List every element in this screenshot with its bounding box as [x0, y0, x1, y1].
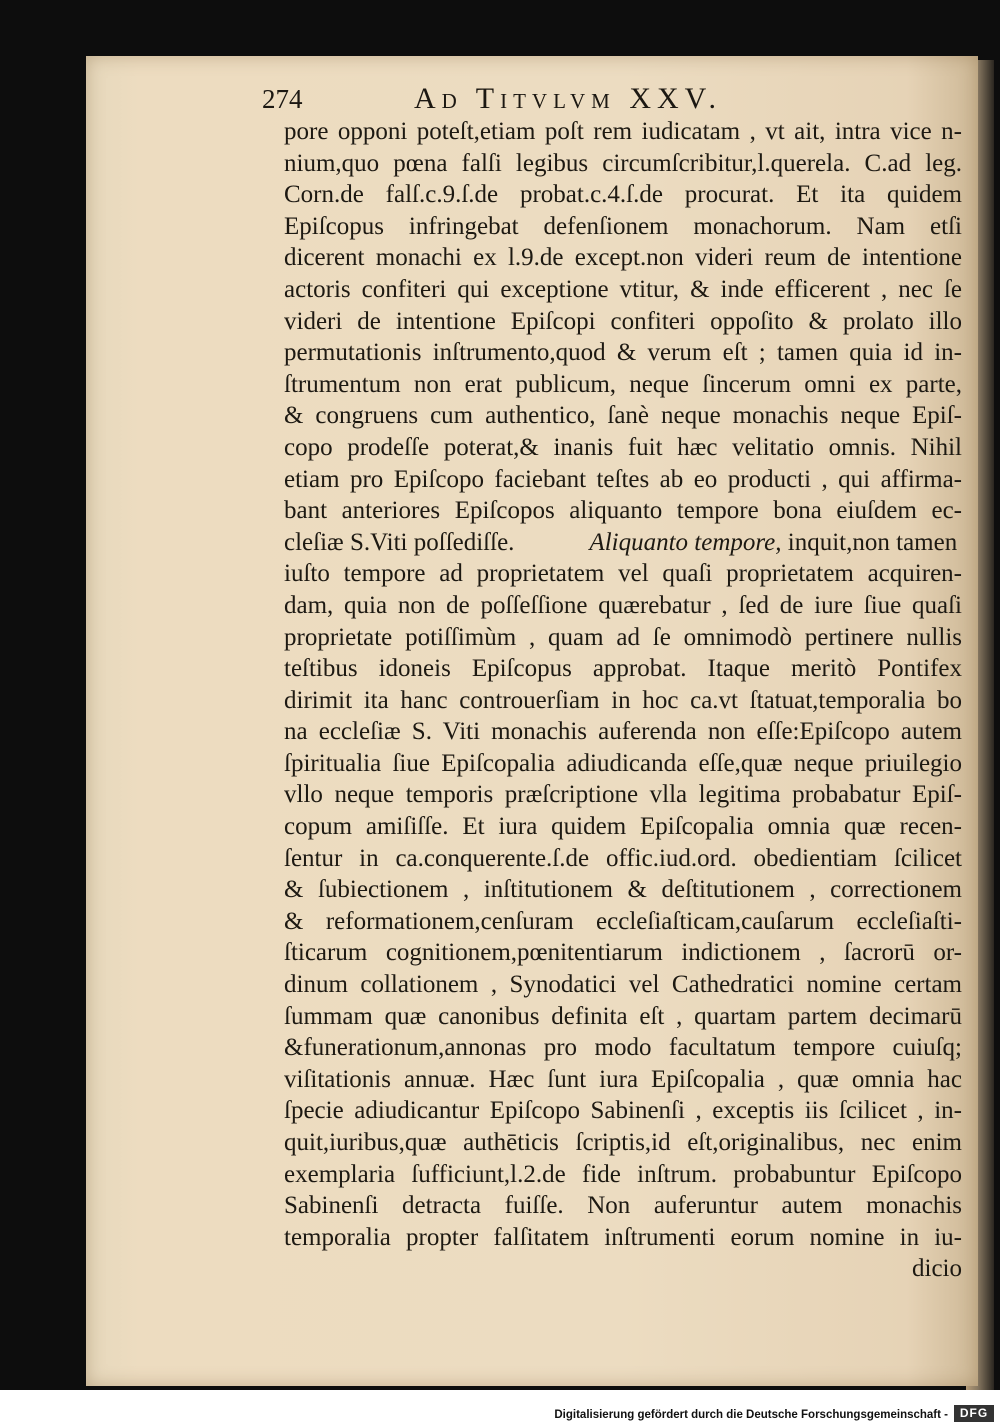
- text-line: & ſubiectionem , inſtitutionem & deſtitutionem , correctionem: [284, 876, 962, 904]
- text-line: ſummam quæ canonibus definita eſt , quartam partem decimarū: [284, 1002, 962, 1030]
- text-line: dam, quia non de poſſeſſione quærebatur , ſed de iure ſiue quaſi: [284, 591, 962, 619]
- text-line: dicerent monachi ex l.9.de except.non videri reum de intentione: [284, 244, 962, 272]
- text-line: proprietate potiſſimùm , quam ad ſe omnimodò pertinere nullis: [284, 623, 962, 651]
- text-line: pore opponi poteſt,etiam poſt rem iudicatam , vt ait, intra vice n-: [284, 118, 962, 145]
- footer-credit: Digitalisierung gefördert durch die Deutsche Forschungsgemeinschaft -: [554, 1409, 948, 1421]
- text-line: na eccleſiæ S. Viti monachis auferenda non eſſe:Epiſcopo autem: [284, 718, 962, 746]
- italic-phrase: Aliquanto tempore,: [589, 528, 782, 556]
- text-line: ſentur in ca.conquerente.ſ.de offic.iud.ord. obedientiam ſcilicet: [284, 844, 962, 872]
- text-line: teſtibus idoneis Epiſcopus approbat. Itaque meritò Pontifex: [284, 655, 962, 683]
- text-line: ſpecie adiudicantur Epiſcopo Sabinenſi , exceptis iis ſcilicet , in-: [284, 1097, 962, 1125]
- text-line: quit,iuribus,quæ authēticis ſcriptis,id eſt,originalibus, nec enim: [284, 1129, 962, 1156]
- text-line: & reformationem,cenſuram eccleſiaſticam,cauſarum eccleſiaſti-: [284, 907, 962, 935]
- body-text: [284, 116, 962, 1285]
- text-line: ſtrumentum non erat publicum, neque ſincerum omni ex parte,: [284, 370, 962, 398]
- text-line: permutationis inſtrumento,quod & verum eſt ; tamen quia id in-: [284, 339, 962, 367]
- text-line: ſticarum cognitionem,pœnitentiarum indictionem , ſacrorū or-: [284, 939, 962, 967]
- text-line: vllo neque temporis præſcriptione vlla legitima probabatur Epiſ-: [284, 781, 962, 809]
- text-line: iuſto tempore ad proprietatem vel quaſi proprietatem acquiren-: [284, 560, 962, 588]
- text-line: etiam pro Epiſcopo faciebant teſtes ab eo producti , qui affirma-: [284, 465, 962, 493]
- text-line-start: cleſiæ S.Viti poſſediſſe.: [284, 528, 515, 556]
- text-line: nium,quo pœna falſi legibus circumſcribitur,l.querela. C.ad leg.: [284, 149, 962, 177]
- text-line: viſitationis annuæ. Hæc ſunt iura Epiſcopalia , quæ omnia hac: [284, 1065, 962, 1093]
- italic-phrase-continuation: inquit,non tamen: [781, 528, 958, 556]
- text-line: dicio: [912, 1255, 962, 1283]
- text-line: [284, 527, 962, 559]
- footer-bar: [0, 1390, 1000, 1426]
- text-line: actoris confiteri qui exceptione vtitur, & inde efficerent , nec ſe: [284, 275, 962, 303]
- text-line: temporalia propter falſitatem inſtrumenti eorum nomine in iu-: [284, 1223, 962, 1251]
- text-line: Epiſcopus infringebat defenſionem monachorum. Nam etſi: [284, 212, 962, 240]
- text-line: dirimit ita hanc controuerſiam in hoc ca.vt ſtatuat,temporalia bo: [284, 686, 962, 714]
- text-line: & congruens cum authentico, ſanè neque monachis neque Epiſ-: [284, 402, 962, 430]
- text-line: copum amiſiſſe. Et iura quidem Epiſcopalia omnia quæ recen-: [284, 813, 962, 841]
- dfg-logo: DFG: [954, 1405, 994, 1422]
- text-line: dinum collationem , Synodatici vel Cathedratici nomine certam: [284, 971, 962, 999]
- text-line: ſpiritualia ſiue Epiſcopalia adiudicanda eſſe,quæ neque priuilegio: [284, 749, 962, 777]
- text-line: exemplaria ſufficiunt,l.2.de fide inſtrum. probabuntur Epiſcopo: [284, 1160, 962, 1188]
- text-line: bant anteriores Epiſcopos aliquanto tempore bona eiuſdem ec-: [284, 497, 962, 525]
- text-line: Sabinenſi detracta fuiſſe. Non auferuntur autem monachis: [284, 1192, 962, 1220]
- text-line: copo prodeſſe poterat,& inanis fuit hæc velitatio omnis. Nihil: [284, 433, 962, 461]
- text-line: videri de intentione Epiſcopi confiteri oppoſito & prolato illo: [284, 307, 962, 335]
- text-line: Corn.de falſ.c.9.ſ.de probat.c.4.ſ.de procurat. Et ita quidem: [284, 181, 962, 209]
- running-title: Ad Titvlvm XXV.: [414, 82, 722, 115]
- page-number: 274: [262, 84, 303, 114]
- text-line: &funerationum,annonas pro modo facultatum tempore cuiuſq;: [284, 1034, 962, 1062]
